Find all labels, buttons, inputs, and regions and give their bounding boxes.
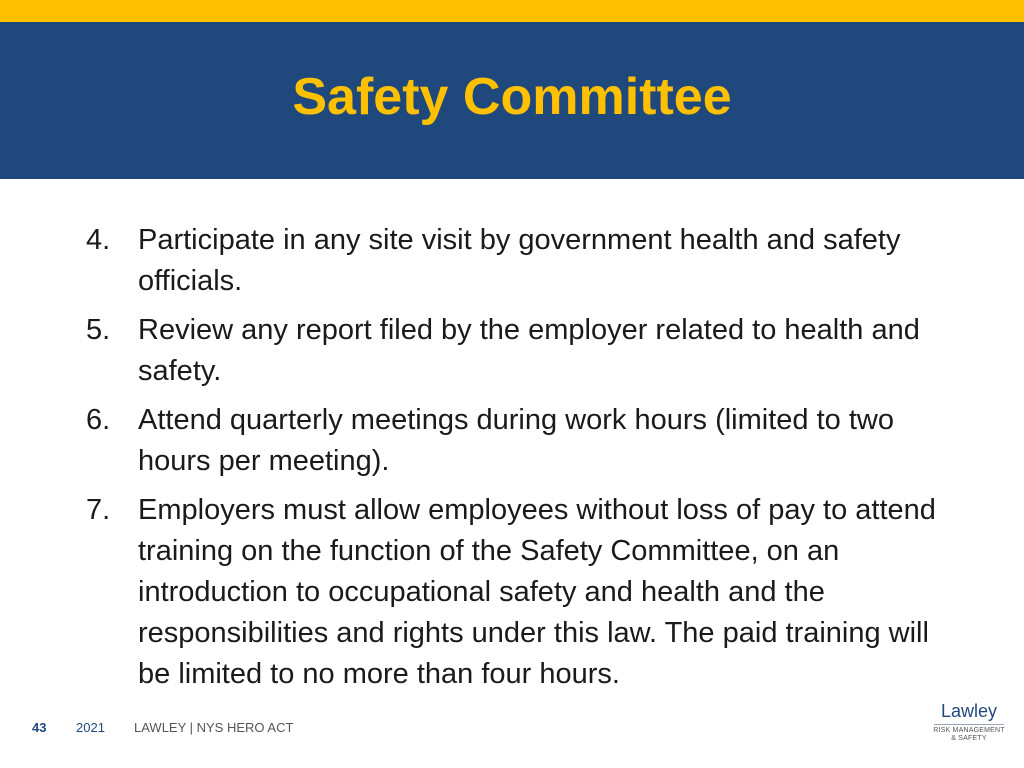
list-item-text: Review any report filed by the employer related to health and safety.: [138, 314, 920, 387]
logo-subtitle-line1: RISK MANAGEMENT: [933, 727, 1005, 734]
logo-subtitle-line2: & SAFETY: [951, 735, 987, 742]
logo-divider: [934, 724, 1004, 725]
list-item-text: Employers must allow employees without loss of pay to attend training on the function of the Safety Committee, on an introduction to occupational safety and health and the responsibilities and rights under this law. The paid training will be limited to no more than four hours.: [138, 494, 936, 690]
list-item-text: Attend quarterly meetings during work hours (limited to two hours per meeting).: [138, 404, 894, 477]
footer-year: 2021: [76, 720, 105, 735]
lawley-logo: [926, 700, 1012, 752]
numbered-list: [86, 220, 946, 703]
list-item: [86, 310, 946, 392]
list-item-number: 4.: [86, 224, 111, 256]
list-item-number: 6.: [86, 404, 111, 436]
footer: [0, 716, 1024, 740]
logo-name: Lawley: [940, 701, 998, 721]
list-item-number: 5.: [86, 314, 111, 346]
list-item-text: Participate in any site visit by government health and safety officials.: [138, 224, 901, 297]
header-band: [0, 22, 1024, 179]
list-item: [86, 400, 946, 482]
list-item: [86, 490, 946, 695]
page-number: 43: [32, 720, 47, 735]
slide-title: Safety Committee: [292, 67, 732, 126]
list-item: [86, 220, 946, 302]
footer-label: LAWLEY | NYS HERO ACT: [134, 720, 294, 735]
list-item-number: 7.: [86, 494, 111, 526]
top-accent-stripe: [0, 0, 1024, 22]
